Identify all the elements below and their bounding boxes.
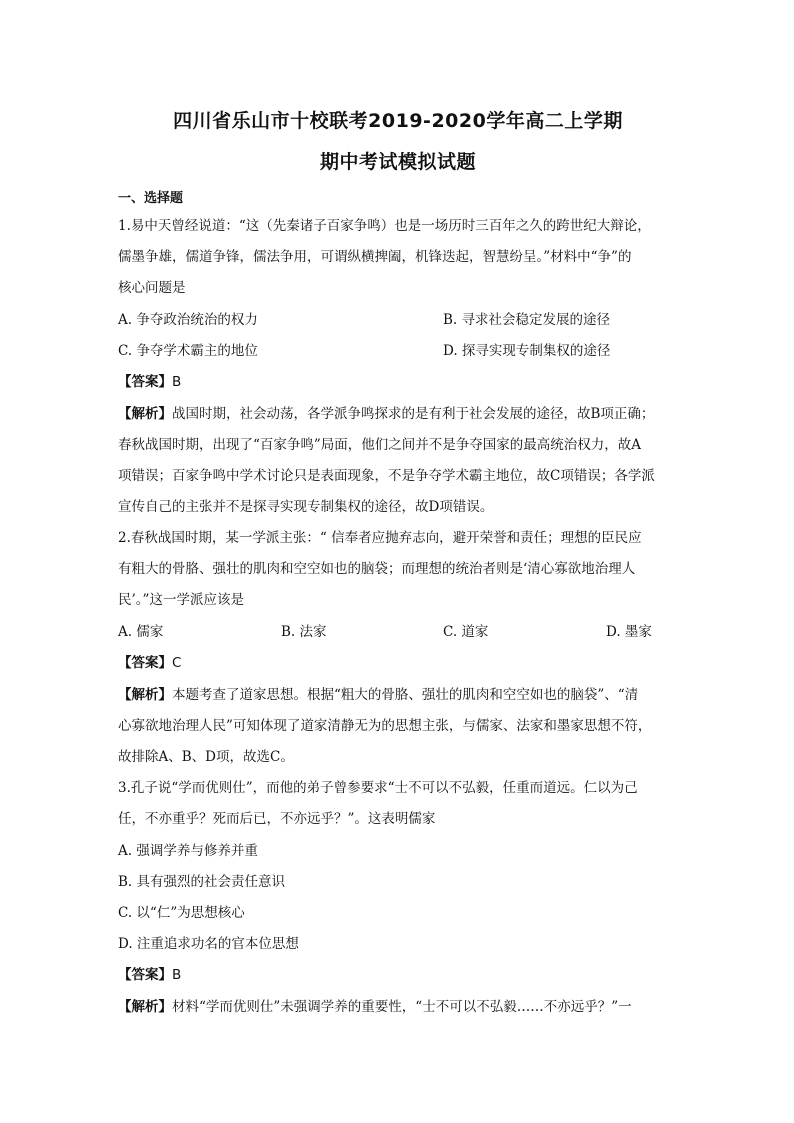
answer-tag: 【答案】: [118, 655, 172, 671]
q3-option-a: A. 强调学养与修养并重: [118, 843, 258, 859]
q3-option-d: D. 注重追求功名的官本位思想: [118, 936, 299, 952]
section-heading: 一、选择题: [118, 191, 184, 206]
q3-option-c: C. 以“仁”为思想核心: [118, 905, 245, 921]
q1-analysis-line: 项错误；百家争鸣中学术讨论只是表面现象，不是争夺学术霸主地位，故C项错误；各学派: [118, 468, 655, 484]
q1-option-d: D. 探寻实现专制集权的途径: [443, 343, 611, 359]
q2-stem-line: 民’。”这一学派应该是: [118, 592, 244, 608]
q2-analysis-line: [118, 685, 678, 705]
q3-stem-line: 任，不亦重乎？死而后已，不亦远乎？”。这表明儒家: [118, 811, 436, 827]
q1-analysis-line: 春秋战国时期，出现了“百家争鸣”局面，他们之间并不是争夺国家的最高统治权力，故A: [118, 437, 642, 453]
answer-value: B: [172, 374, 182, 390]
analysis-tag: 【解析】: [118, 406, 172, 422]
q1-option-c: C. 争夺学术霸主的地位: [118, 343, 258, 359]
analysis-text: 本题考查了道家思想。根据“粗大的骨胳、强壮的肌肉和空空如也的脑袋”、“清: [172, 687, 639, 703]
q3-option-b: B. 具有强烈的社会责任意识: [118, 874, 286, 890]
q2-stem-line: 有粗大的骨胳、强壮的肌肉和空空如也的脑袋；而理想的统治者则是‘清心寡欲地治理人: [118, 561, 636, 577]
answer-tag: 【答案】: [118, 967, 172, 983]
q1-option-b: B. 寻求社会稳定发展的途径: [443, 312, 611, 328]
answer-tag: 【答案】: [118, 374, 172, 390]
q3-analysis-line: [118, 997, 678, 1017]
q1-analysis-line: [118, 404, 678, 424]
q2-option-a: A. 儒家: [118, 624, 164, 640]
answer-value: C: [172, 655, 182, 671]
q1-answer: [118, 372, 181, 392]
q2-analysis-line: 故排除A、B、D项，故选C。: [118, 749, 294, 765]
analysis-text: 材料“学而优则仕”未强调学养的重要性，“士不可以不弘毅……不亦远乎？”一: [172, 999, 632, 1015]
analysis-tag: 【解析】: [118, 999, 172, 1015]
q1-stem-line: 核心问题是: [118, 280, 186, 296]
analysis-tag: 【解析】: [118, 687, 172, 703]
answer-value: B: [172, 967, 182, 983]
q2-option-d: D. 墨家: [606, 624, 652, 640]
document-subtitle: 期中考试模拟试题: [319, 151, 476, 173]
q2-option-b: B. 法家: [281, 624, 327, 640]
q2-option-c: C. 道家: [443, 624, 489, 640]
q3-stem-line: 3.孔子说“学而优则仕”，而他的弟子曾参要求“士不可以不弘毅，任重而道远。仁以为己: [118, 780, 638, 796]
q2-analysis-line: 心寡欲地治理人民”可知体现了道家清静无为的思想主张，与儒家、法家和墨家思想不符，: [118, 718, 652, 734]
q2-answer: [118, 653, 181, 673]
q1-stem-line: 儒墨争雄，儒道争锋，儒法争用，可谓纵横捭阖，机锋迭起，智慧纷呈。”材料中“争”的: [118, 249, 632, 265]
q2-stem-line: 2.春秋战国时期，某一学派主张：“ 信奉者应抛弃志向，避开荣誉和责任；理想的臣民应: [118, 530, 642, 546]
q1-option-a: A. 争夺政治统治的权力: [118, 312, 258, 328]
analysis-text: 战国时期，社会动荡，各学派争鸣探求的是有利于社会发展的途径，故B项正确；: [172, 406, 655, 422]
q3-answer: [118, 965, 181, 985]
document-title: 四川省乐山市十校联考2019-2020学年高二上学期: [173, 110, 623, 132]
q1-analysis-line: 宣传自己的主张并不是探寻实现专制集权的途径，故D项错误。: [118, 499, 494, 515]
q1-stem-line: 1.易中天曾经说道：“这（先秦诸子百家争鸣）也是一场历时三百年之久的跨世纪大辩论，: [118, 218, 651, 234]
